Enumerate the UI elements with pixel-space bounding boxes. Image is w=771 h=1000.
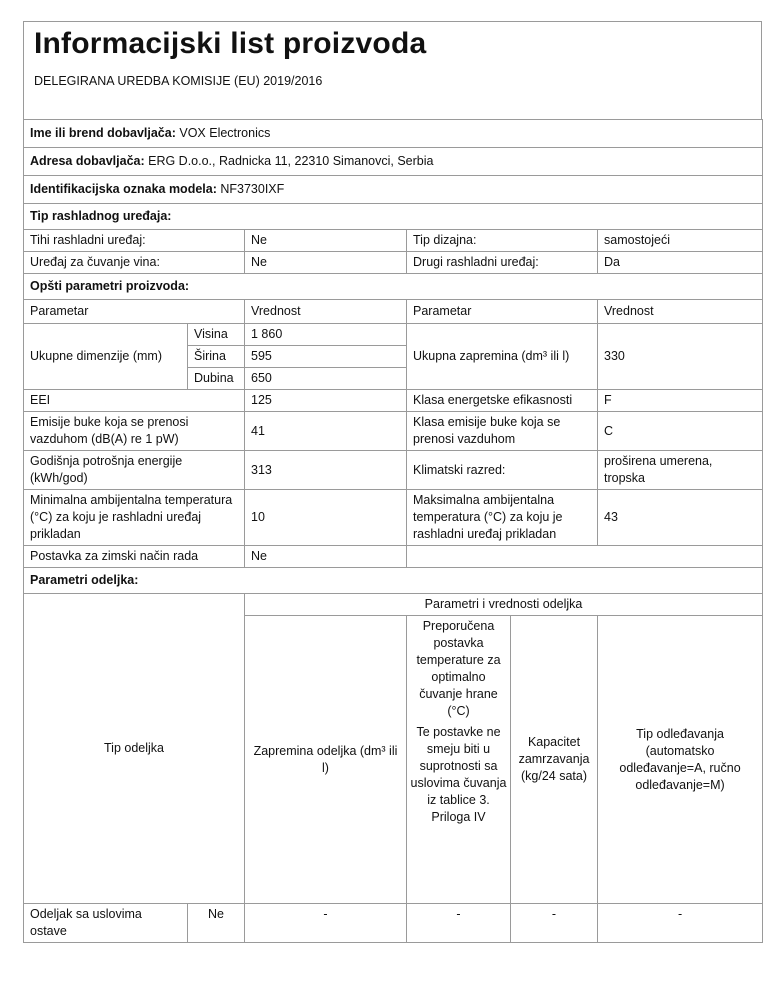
total-volume-value: 330	[598, 324, 763, 390]
appliance-type-heading: Tip rashladnog uređaja:	[24, 204, 763, 230]
winter-setting-label: Postavka za zimski način rada	[24, 546, 245, 568]
general-col-value-2: Vrednost	[598, 300, 763, 324]
model-id-value: NF3730IXF	[220, 182, 285, 196]
max-ambient-temp-label: Maksimalna ambijentalna temperatura (°C) za koju je rashladni uređaj prikladan	[407, 490, 598, 546]
noise-emission-label: Emisije buke koja se prenosi vazduhom (dB(A) re 1 pW)	[24, 412, 245, 451]
compartment-group-header: Parametri i vrednosti odeljka	[245, 594, 763, 616]
type-row-1-value-2: samostojeći	[598, 230, 763, 252]
general-col-param: Parametar	[24, 300, 245, 324]
model-id-label: Identifikacijska oznaka modela:	[30, 182, 217, 196]
climate-class-value: proširena umerena, tropska	[598, 451, 763, 490]
general-col-value: Vrednost	[245, 300, 407, 324]
compartment-volume-header: Zapremina odeljka (dm³ ili l)	[245, 616, 407, 904]
height-label: Visina	[188, 324, 245, 346]
general-params-heading: Opšti parametri proizvoda:	[24, 274, 763, 300]
defrost-type-header: Tip odleđavanja (automatsko odleđavanje=A, ručno odleđavanje=M)	[598, 616, 763, 904]
compartment-name: Odeljak sa uslovima ostave	[24, 904, 188, 943]
climate-class-label: Klimatski razred:	[407, 451, 598, 490]
dimensions-label: Ukupne dimenzije (mm)	[24, 324, 188, 390]
eei-value: 125	[245, 390, 407, 412]
min-ambient-temp-value: 10	[245, 490, 407, 546]
annual-energy-label: Godišnja potrošnja energije (kWh/god)	[24, 451, 245, 490]
model-id-row	[24, 176, 763, 204]
noise-class-value: C	[598, 412, 763, 451]
type-row-2-param-2: Drugi rashladni uređaj:	[407, 252, 598, 274]
noise-emission-value: 41	[245, 412, 407, 451]
min-ambient-temp-label: Minimalna ambijentalna temperatura (°C) za koju je rashladni uređaj prikladan	[24, 490, 245, 546]
general-col-param-2: Parametar	[407, 300, 598, 324]
annual-energy-value: 313	[245, 451, 407, 490]
empty-cell	[407, 546, 763, 568]
max-ambient-temp-value: 43	[598, 490, 763, 546]
supplier-address-label: Adresa dobavljača:	[30, 154, 145, 168]
supplier-address-value: ERG D.o.o., Radnicka 11, 22310 Simanovci, Serbia	[148, 154, 434, 168]
supplier-brand-value: VOX Electronics	[179, 126, 271, 140]
page-title: Informacijski list proizvoda	[34, 27, 427, 60]
compartment-params-heading: Parametri odeljka:	[24, 568, 763, 594]
recommended-temp-header	[407, 616, 511, 904]
height-value: 1 860	[245, 324, 407, 346]
depth-value: 650	[245, 368, 407, 390]
eei-label: EEI	[24, 390, 245, 412]
noise-class-label: Klasa emisije buke koja se prenosi vazduhom	[407, 412, 598, 451]
compartment-type-header: Tip odeljka	[24, 594, 245, 904]
type-row-1-param: Tihi rashladni uređaj:	[24, 230, 245, 252]
product-information-sheet	[23, 21, 762, 943]
type-row-2-param: Uređaj za čuvanje vina:	[24, 252, 245, 274]
compartment-freeze: -	[511, 904, 598, 943]
compartment-defrost: -	[598, 904, 763, 943]
recommended-temp-text: Preporučena postavka temperature za optimalno čuvanje hrane (°C)	[416, 619, 501, 718]
energy-class-value: F	[598, 390, 763, 412]
freezing-capacity-header: Kapacitet zamrzavanja (kg/24 sata)	[511, 616, 598, 904]
energy-class-label: Klasa energetske efikasnosti	[407, 390, 598, 412]
supplier-brand-label: Ime ili brend dobavljača:	[30, 126, 176, 140]
width-label: Širina	[188, 346, 245, 368]
type-row-2-value: Ne	[245, 252, 407, 274]
width-value: 595	[245, 346, 407, 368]
winter-setting-value: Ne	[245, 546, 407, 568]
product-table	[23, 119, 763, 943]
type-row-1-value: Ne	[245, 230, 407, 252]
recommended-temp-note: Te postavke ne smeju biti u suprotnosti sa uslovima čuvanja iz tablice 3. Priloga IV	[410, 725, 507, 824]
depth-label: Dubina	[188, 368, 245, 390]
supplier-brand-row	[24, 120, 763, 148]
compartment-volume: -	[245, 904, 407, 943]
compartment-present: Ne	[188, 904, 245, 943]
regulation-subtitle: DELEGIRANA UREDBA KOMISIJE (EU) 2019/2016	[34, 74, 323, 88]
total-volume-label: Ukupna zapremina (dm³ ili l)	[407, 324, 598, 390]
type-row-1-param-2: Tip dizajna:	[407, 230, 598, 252]
sheet-header	[23, 21, 762, 119]
type-row-2-value-2: Da	[598, 252, 763, 274]
compartment-temp: -	[407, 904, 511, 943]
supplier-address-row	[24, 148, 763, 176]
